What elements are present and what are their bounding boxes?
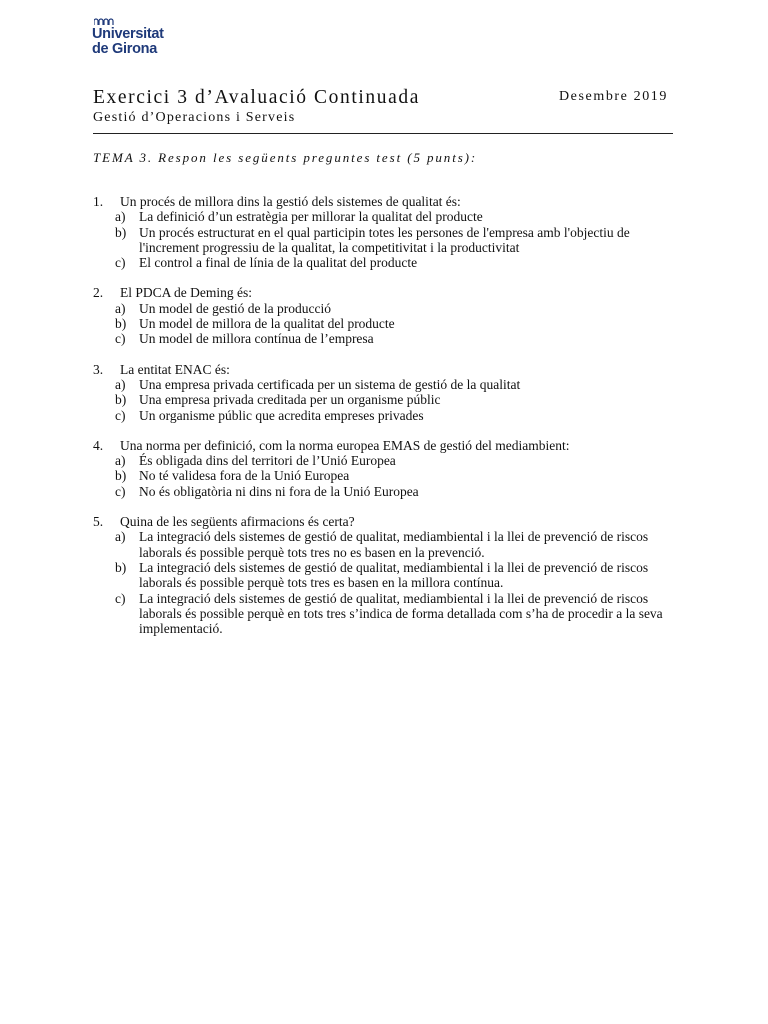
option-letter: c) — [115, 255, 126, 271]
answer-option — [115, 591, 683, 637]
option-letter: b) — [115, 316, 127, 332]
option-letter: b) — [115, 559, 127, 575]
option-letter: a) — [115, 300, 126, 316]
option-text: No té validesa fora de la Unió Europea — [139, 468, 350, 484]
option-text: El control a final de línia de la qualitat del producte — [139, 255, 418, 271]
answer-option — [115, 316, 683, 331]
option-letter: c) — [115, 590, 126, 606]
option-letter: a) — [115, 453, 126, 469]
option-text: Un organisme públic que acredita empreses privades — [139, 407, 424, 423]
answer-option — [115, 331, 683, 346]
question-text: Una norma per definició, com la norma europea EMAS de gestió del mediambient: — [120, 437, 570, 453]
question-text: El PDCA de Deming és: — [120, 285, 252, 301]
question-text: Quina de les següents afirmacions és certa? — [120, 514, 355, 530]
question-4 — [93, 438, 683, 499]
question-list — [93, 194, 683, 651]
question-text: Un procés de millora dins la gestió dels sistemes de qualitat és: — [120, 194, 461, 209]
logo-line-2: de Girona — [92, 41, 157, 57]
option-letter: c) — [115, 483, 126, 499]
question-number: 3. — [93, 361, 104, 377]
option-letter: a) — [115, 376, 126, 392]
answer-option — [115, 301, 683, 316]
option-text: No és obligatòria ni dins ni fora de la Unió Europea — [139, 483, 419, 499]
logo-line-1: Universitat — [92, 26, 164, 42]
answer-option — [115, 392, 683, 407]
option-letter: a) — [115, 529, 126, 545]
option-text: Una empresa privada certificada per un sistema de gestió de la qualitat — [139, 376, 521, 392]
exam-date: Desembre 2019 — [558, 89, 668, 104]
answer-option — [115, 529, 683, 560]
section-heading: TEMA 3. Respon les següents preguntes test (5 punts): — [93, 150, 478, 165]
option-text: Un procés estructurat en el qual participin totes les persones de l'empresa amb l'objectiu de l'increment progressiu de la qualitat, la competitivitat i la productivitat — [139, 224, 630, 255]
option-text: És obligada dins del territori de l’Unió Europea — [139, 453, 396, 469]
exam-title: Exercici 3 d’Avaluació Continuada — [93, 87, 420, 108]
university-logo — [92, 27, 164, 57]
question-text: La entitat ENAC és: — [120, 361, 230, 377]
option-letter: c) — [115, 407, 126, 423]
question-1 — [93, 194, 683, 270]
answer-option — [115, 255, 683, 270]
option-text: Una empresa privada creditada per un organisme públic — [139, 392, 441, 408]
question-number: 1. — [93, 194, 104, 209]
option-text: La integració dels sistemes de gestió de qualitat, mediambiental i la llei de prevenció de riscos laborals és possible perquè tots tres es basen en la millora contínua. — [139, 559, 649, 591]
exam-header — [93, 86, 673, 126]
option-text: La integració dels sistemes de gestió de qualitat, mediambiental i la llei de prevenció de riscos laborals és possible perquè en tots tres s’indica de forma detallada com s’ha de procedir a la seva implementació. — [139, 590, 663, 637]
option-text: La definició d’un estratègia per millorar la qualitat del producte — [139, 209, 483, 225]
answer-option — [115, 484, 683, 499]
option-text: La integració dels sistemes de gestió de qualitat, mediambiental i la llei de prevenció de riscos laborals és possible perquè tots tres no es basen en la prevenció. — [139, 529, 649, 560]
question-2 — [93, 285, 683, 346]
option-letter: a) — [115, 209, 126, 225]
question-number: 5. — [93, 514, 104, 530]
answer-option — [115, 560, 683, 591]
header-divider — [93, 133, 673, 134]
answer-option — [115, 377, 683, 392]
option-letter: b) — [115, 468, 127, 484]
question-5 — [93, 514, 683, 636]
answer-option — [115, 453, 683, 468]
answer-option — [115, 408, 683, 423]
option-text: Un model de millora de la qualitat del producte — [139, 316, 395, 332]
question-number: 4. — [93, 437, 104, 453]
question-3 — [93, 362, 683, 423]
answer-option — [115, 225, 683, 256]
option-text: Un model de millora contínua de l’empresa — [139, 331, 374, 347]
option-text: Un model de gestió de la producció — [139, 300, 331, 316]
option-letter: b) — [115, 392, 127, 408]
answer-option — [115, 468, 683, 483]
option-letter: c) — [115, 331, 126, 347]
logo-arches-icon — [94, 18, 114, 25]
answer-option — [115, 209, 683, 224]
option-letter: b) — [115, 224, 127, 240]
course-subtitle: Gestió d’Operacions i Serveis — [93, 110, 296, 125]
question-number: 2. — [93, 285, 104, 301]
